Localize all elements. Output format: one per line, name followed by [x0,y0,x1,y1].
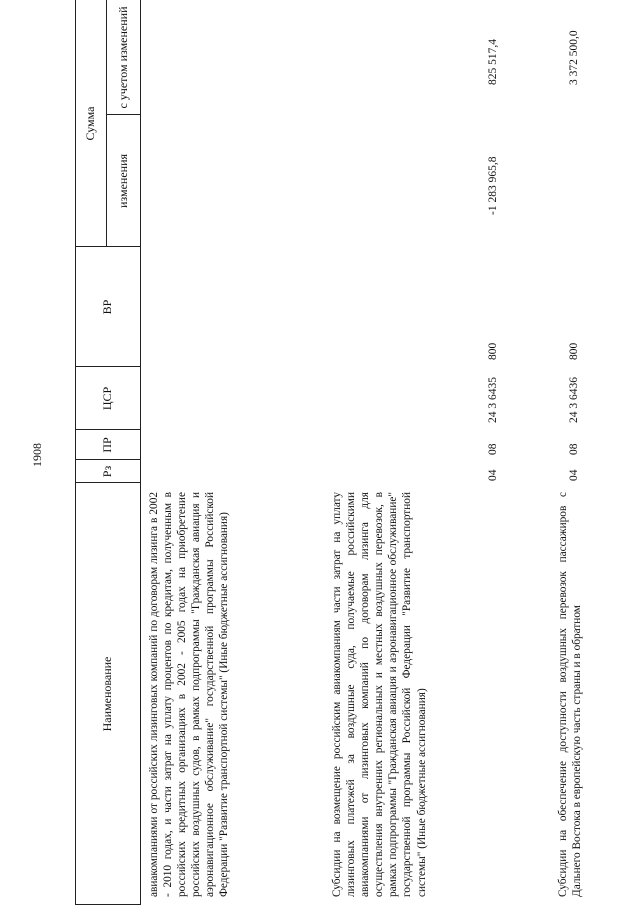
row-2-rz: 04 [487,469,499,481]
header-csr: ЦСР [100,386,114,411]
header-change: изменения [115,153,130,209]
row-2-vr: 800 [487,342,499,360]
row-3-name: Субсидии на обеспечение доступности воздушных перевозок пассажиров с Дальнего Востока в европейскую часть страны и в обратном [557,492,584,897]
header-name: Наименование [100,656,114,732]
header-sum: Сумма [83,106,97,141]
row-1-name: авиакомпаниями от российских лизинговых компаний по договорам лизинга в 2002 - 2010 годах, и части затрат на уплату процентов по кредитам, полученным в российских кредитных организациях в 2002 - 2005 годах на приобретение российских воздушных судов, в рамках подпрограммы "Гражданская авиация и аэронавигационное обслуживание" государственной программы Российской Федерации "Развитие транспортной системы" (Иные бюджетные ассигнования) [148,492,231,897]
row-2-with-change: 825 517,4 [487,39,499,85]
row-3-pr: 08 [568,443,580,455]
header-bottom-border [140,0,141,905]
header-pr: ПР [100,437,114,453]
page-number: 1908 [30,443,44,467]
row-2-name: Субсидии на возмещение российским авиакомпаниям части затрат на уплату лизинговых платежей за воздушные суда, получаемые российскими авиакомпаниями от лизинговых компаний по договорам лизинга для осуществления внутренних региональных и местных воздушных перевозок, в рамках подпрограммы "Гражданская авиация и аэронавигационное обслуживание" государственной программы Российской Федерации "Развитие транспортной системы" (Иные бюджетные ассигнования) [331,492,428,897]
header-vr: ВР [100,299,114,315]
row-3-rz: 04 [568,469,580,481]
row-3-vr: 800 [568,342,580,360]
row-2-csr: 24 3 6435 [487,377,499,423]
row-3-with-change: 3 372 500,0 [568,30,580,85]
row-2-pr: 08 [487,443,499,455]
header-rz: Рз [100,465,114,478]
header-with-change: с учетом изменений [115,6,130,109]
row-2-change: -1 283 965,8 [487,156,499,215]
row-3-csr: 24 3 6436 [568,377,580,423]
